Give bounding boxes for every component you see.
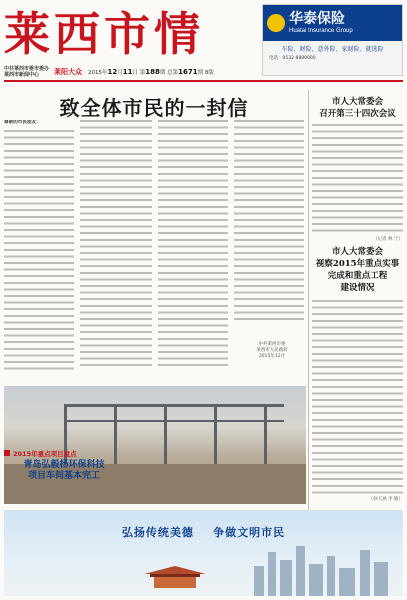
letter-column-2 <box>80 120 152 370</box>
insurance-logo-icon <box>267 14 285 32</box>
ad-header <box>263 5 402 41</box>
letter-column-1 <box>4 120 74 370</box>
side-story-2-author: （孙天涵 李 敏） <box>368 497 403 502</box>
story2-title: 青岛弘毅杨环保科技 项目车间基本完工 <box>23 460 105 481</box>
side-story-2-title: 市人大常委会 视察2015年重点实事 完成和重点工程 建设情况 <box>315 247 400 293</box>
story2-tag: 2015年重点项目盘点 <box>4 448 114 458</box>
publisher-line2: 莱西市新闻中心 <box>4 72 40 78</box>
small-logo: 莱阳大众 <box>54 68 82 76</box>
masthead-title: 莱西市情 <box>4 7 204 61</box>
publisher-line1: 中共莱西市委市委办 <box>4 66 50 72</box>
side-story-2-text <box>312 300 403 494</box>
ad-contact: 电话：0532-8880000 <box>269 56 316 61</box>
ad-slogan: 车险、财险、意外险、家财险、就选险 <box>281 46 384 53</box>
masthead-rule <box>4 80 403 82</box>
side-story-1-title: 市人大常委会 召开第三十四次会议 <box>319 97 396 119</box>
letter-salutation: 尊敬的市民朋友： <box>4 120 41 125</box>
letter-text-1 <box>4 130 74 374</box>
letter-signature: 中共莱西市委 莱西市人民政府 2015年12月 <box>256 342 288 360</box>
banner-background <box>4 510 403 596</box>
side-story-1 <box>312 124 403 242</box>
ad-brand: 华泰保险 <box>289 11 345 27</box>
masthead <box>4 4 254 64</box>
temple-icon <box>144 566 206 588</box>
letter-text-4 <box>234 120 304 320</box>
tag-marker-icon <box>4 450 10 456</box>
letter-column-4 <box>234 120 304 320</box>
insurance-ad[interactable] <box>262 4 403 76</box>
letter-text-3 <box>158 120 228 370</box>
construction-photo <box>4 386 306 504</box>
issue-date: 2015年12月11日 第188期 总第1671期 8版 <box>88 68 214 76</box>
letter-column-3 <box>158 120 228 370</box>
side-story-2 <box>312 300 403 502</box>
page-headline: 致全体市民的一封信 <box>59 96 249 120</box>
publisher <box>4 66 54 78</box>
letter-text-2 <box>80 120 152 370</box>
side-story-1-text <box>312 124 403 234</box>
ad-brand-en: Huatai Insurance Group <box>289 28 353 34</box>
issue-bar <box>4 66 262 78</box>
bottom-banner <box>4 506 403 596</box>
banner-slogan: 弘扬传统美德 争做文明市民 <box>121 526 286 539</box>
side-story-1-author: （记者 林 宁） <box>373 237 403 242</box>
